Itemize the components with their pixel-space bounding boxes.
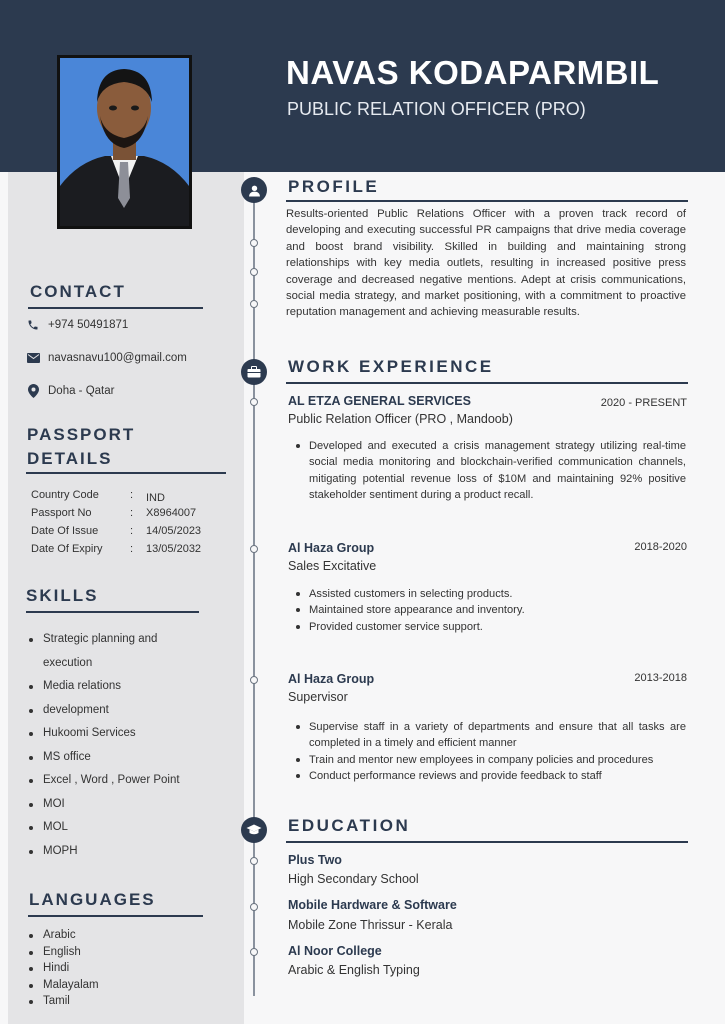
job-bullets — [292, 586, 686, 635]
passport-sep: : — [130, 525, 134, 537]
passport-sep: : — [130, 489, 134, 501]
contact-heading: CONTACT — [30, 282, 126, 301]
list-item: Assisted customers in selecting products. — [292, 586, 686, 602]
skills-heading: SKILLS — [26, 586, 99, 605]
passport-value: 13/05/2032 — [146, 543, 202, 555]
job-dates: 2020 - PRESENT — [600, 397, 687, 409]
location-text: Doha - Qatar — [48, 385, 115, 397]
education-subtitle: High Secondary School — [288, 872, 419, 886]
education-title: Plus Two — [288, 853, 342, 867]
passport-label: Country Code — [31, 489, 99, 501]
job-bullets — [292, 438, 686, 504]
timeline-dot — [250, 545, 258, 553]
list-item: Provided customer service support. — [292, 619, 686, 635]
list-item: Conduct performance reviews and provide feedback to staff — [292, 768, 686, 784]
timeline-dot — [250, 268, 258, 276]
timeline-dot — [250, 857, 258, 865]
list-item: MOI — [26, 793, 193, 817]
job-company: Al Haza Group — [288, 541, 375, 555]
list-item: MS office — [26, 746, 193, 770]
user-icon — [241, 177, 267, 203]
passport-sep: : — [130, 543, 134, 555]
passport-divider — [26, 472, 226, 474]
education-title: Mobile Hardware & Software — [288, 898, 457, 912]
job-role: Public Relation Officer (PRO , Mandoob) — [288, 412, 513, 426]
timeline-dot — [250, 903, 258, 911]
passport-heading-line1: PASSPORT — [27, 425, 136, 444]
education-heading: EDUCATION — [288, 816, 411, 835]
profile-summary: Results-oriented Public Relations Officer with a proven track record of developing and executing successful PR campaigns that drive media coverage and boost brand visibility. Skilled in building and maintaining strong relationships with key media outlets, resulting in increased positive press coverage and decreased negative mentions. Adept at crisis communications, social media strategy, and market positioning, with a commitment to proactive reputation management and achieving measurable results. — [286, 208, 686, 319]
skills-divider — [26, 611, 199, 613]
languages-divider — [28, 915, 203, 917]
passport-value: X8964007 — [146, 507, 197, 519]
list-item: Maintained store appearance and inventory. — [292, 602, 686, 618]
list-item: Media relations — [26, 675, 193, 699]
briefcase-icon — [241, 359, 267, 385]
location-row — [26, 384, 114, 398]
experience-heading: WORK EXPERIENCE — [288, 357, 494, 376]
list-item: Supervise staff in a variety of departments and ensure that all tasks are completed in a timely and efficient manner — [292, 719, 686, 752]
education-title: Al Noor College — [288, 944, 382, 958]
timeline-dot — [250, 676, 258, 684]
email-address[interactable]: navasnavu100@gmail.com — [48, 352, 187, 364]
list-item: Hindi — [26, 960, 99, 977]
job-bullets — [292, 719, 686, 785]
languages-heading: LANGUAGES — [29, 890, 156, 909]
education-subtitle: Mobile Zone Thrissur - Kerala — [288, 918, 453, 932]
location-pin-icon — [26, 384, 40, 398]
list-item: Tamil — [26, 993, 99, 1010]
list-item: Excel , Word , Power Point — [26, 769, 193, 793]
list-item: Train and mentor new employees in company policies and procedures — [292, 752, 686, 768]
contact-divider — [28, 307, 203, 309]
passport-label: Date Of Issue — [31, 525, 99, 537]
job-role: Supervisor — [288, 690, 348, 704]
list-item: Arabic — [26, 927, 99, 944]
timeline-dot — [250, 239, 258, 247]
list-item: MOPH — [26, 840, 193, 864]
skills-list — [26, 628, 193, 863]
experience-divider — [286, 382, 688, 384]
profile-heading: PROFILE — [288, 177, 380, 196]
person-name: NAVAS KODAPARMBIL — [286, 54, 660, 91]
email-row — [26, 351, 187, 365]
job-company: Al Haza Group — [288, 672, 375, 686]
passport-heading-line2: DETAILS — [27, 449, 113, 468]
passport-value: 14/05/2023 — [146, 525, 202, 537]
list-item: development — [26, 699, 193, 723]
list-item: Malayalam — [26, 977, 99, 994]
languages-list — [26, 927, 99, 1010]
job-company: AL ETZA GENERAL SERVICES — [288, 394, 471, 408]
graduation-cap-icon — [241, 817, 267, 843]
passport-label: Date Of Expiry — [31, 543, 103, 555]
education-divider — [286, 841, 688, 843]
passport-value: IND — [146, 492, 165, 504]
mail-icon — [26, 351, 40, 365]
phone-icon — [26, 318, 40, 332]
job-role: Sales Excitative — [288, 559, 377, 573]
list-item: MOL — [26, 816, 193, 840]
timeline-dot — [250, 398, 258, 406]
list-item: Developed and executed a crisis management strategy utilizing real-time social media monitoring and blockchain-verified communication channels, mitigating potential revenue loss of $10M and maintaining 92% positive stakeholder sentiment during a product recall. — [292, 438, 686, 504]
profile-divider — [286, 200, 688, 202]
passport-sep: : — [130, 507, 134, 519]
timeline-dot — [250, 300, 258, 308]
job-title: PUBLIC RELATION OFFICER (PRO) — [287, 99, 586, 119]
phone-number[interactable]: +974 50491871 — [48, 319, 129, 331]
list-item: Strategic planning and execution — [26, 628, 193, 675]
list-item: Hukoomi Services — [26, 722, 193, 746]
phone-row — [26, 318, 128, 332]
job-dates: 2018-2020 — [634, 541, 687, 553]
job-dates: 2013-2018 — [634, 672, 687, 684]
timeline-dot — [250, 948, 258, 956]
profile-photo — [57, 55, 192, 229]
education-subtitle: Arabic & English Typing — [288, 963, 420, 977]
passport-label: Passport No — [31, 507, 92, 519]
list-item: English — [26, 944, 99, 961]
